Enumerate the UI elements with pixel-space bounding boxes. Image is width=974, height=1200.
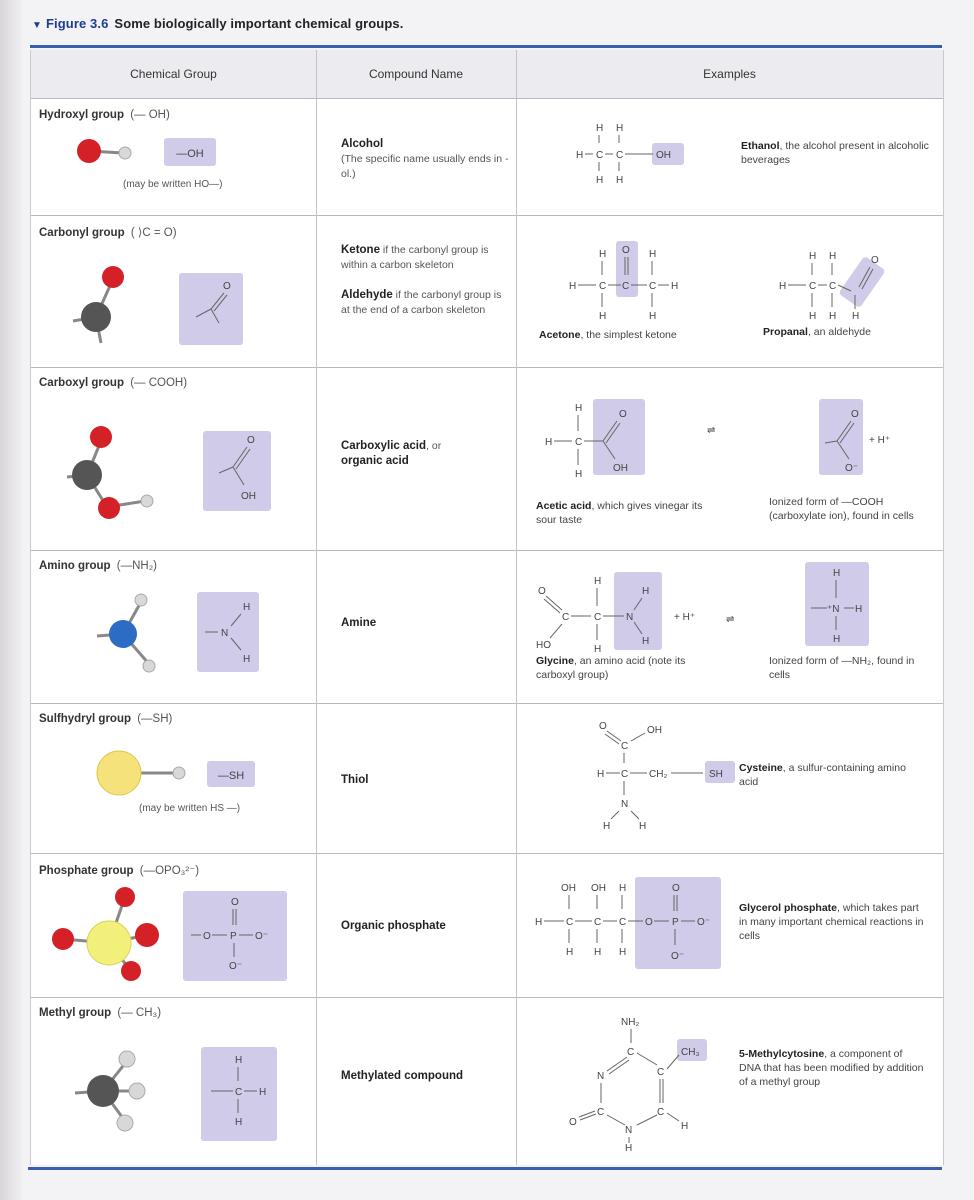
hydrogen-atom [119, 1051, 135, 1067]
column-divider [516, 550, 517, 703]
oxygen-atom [115, 887, 135, 907]
svg-text:O: O [619, 409, 627, 420]
svg-text:+ H⁺: + H⁺ [674, 612, 696, 623]
oxygen-atom [135, 923, 159, 947]
group-title: Amino group (—NH₂) [39, 560, 157, 572]
figure-title [32, 16, 403, 31]
table-row-methyl [31, 997, 943, 1165]
svg-text:O⁻: O⁻ [845, 463, 859, 474]
svg-text:H: H [649, 249, 657, 260]
carboxylate-structure [801, 393, 941, 493]
hydrogen-label: H [259, 1087, 267, 1098]
example-caption: Glycine, an amino acid (note its carboxyl group) [536, 655, 686, 681]
header-chemical-group: Chemical Group [130, 67, 217, 81]
svg-text:H: H [642, 586, 650, 597]
oxygen-label: O⁻ [255, 931, 269, 942]
svg-text:H: H [599, 311, 607, 322]
hydrogen-atom [119, 147, 131, 159]
oxygen-label: O [223, 281, 231, 292]
svg-text:H: H [619, 883, 627, 894]
group-title: Phosphate group (—OPO₃²⁻) [39, 865, 200, 877]
oxygen-atom [77, 139, 101, 163]
example-caption: 5-Methylcytosine, a component of DNA that has been modified by addition of a methyl group [739, 1048, 924, 1088]
svg-text:H: H [596, 175, 604, 186]
svg-text:O⁻: O⁻ [671, 951, 685, 962]
column-divider [316, 99, 317, 215]
svg-text:C: C [829, 281, 837, 292]
svg-text:C: C [597, 1107, 605, 1118]
glycerol-phosphate-structure [531, 875, 746, 975]
svg-text:C: C [594, 917, 602, 928]
svg-text:C: C [649, 281, 657, 292]
column-divider [316, 215, 317, 367]
svg-text:⇌: ⇌ [707, 425, 716, 436]
group-formula-icon: —SH [217, 770, 245, 782]
column-divider [316, 703, 317, 853]
svg-text:H: H [639, 821, 647, 832]
compound-name: Ketone if the carbonyl group is within a carbon skeleton Aldehyde if the carbonyl group is at the end of a carbon skeleton [341, 244, 502, 316]
ammonium-structure [799, 560, 919, 660]
figure-caption: Some biologically important chemical groups. [114, 16, 404, 31]
column-divider [516, 853, 517, 997]
svg-text:C: C [575, 437, 583, 448]
acetone-structure [561, 237, 711, 337]
svg-text:C: C [596, 150, 604, 161]
svg-text:O: O [538, 586, 546, 597]
svg-text:H: H [575, 403, 583, 414]
svg-text:H: H [616, 175, 624, 186]
column-divider [316, 50, 317, 98]
compound-name: Thiol [341, 774, 369, 786]
table-header [31, 50, 943, 99]
example-caption: Ethanol, the alcohol present in alcoholic beverages [741, 140, 929, 166]
svg-text:N: N [597, 1071, 605, 1082]
column-divider [516, 367, 517, 550]
carboxyl-ball-model [61, 411, 291, 521]
oxygen-label: O⁻ [229, 961, 243, 972]
svg-text:O: O [871, 255, 879, 266]
svg-text:N: N [626, 612, 634, 623]
svg-text:HO: HO [536, 640, 551, 651]
compound-name: Amine [341, 617, 377, 629]
svg-text:H: H [566, 947, 574, 958]
oxygen-atom [98, 497, 120, 519]
group-title: Sulfhydryl group (—SH) [39, 713, 173, 725]
column-divider [516, 50, 517, 98]
equilibrium-arrow [701, 407, 751, 447]
bottom-rule [28, 1167, 942, 1170]
sulfur-atom [97, 751, 141, 795]
table-row-carbonyl [31, 215, 943, 368]
group-title: Carboxyl group (— COOH) [39, 377, 188, 389]
svg-text:O: O [599, 721, 607, 732]
column-divider [516, 215, 517, 367]
table-row-carboxyl [31, 367, 943, 551]
svg-text:H: H [829, 251, 837, 262]
oxygen-label: O [203, 931, 211, 942]
svg-text:H: H [603, 821, 611, 832]
svg-text:C: C [657, 1067, 665, 1078]
svg-text:H: H [576, 150, 584, 161]
hydrogen-label: H [243, 602, 251, 613]
svg-text:P: P [672, 917, 679, 928]
svg-text:H: H [569, 281, 577, 292]
column-divider [316, 853, 317, 997]
ethanol-structure [576, 115, 746, 199]
acetic-acid-structure [541, 393, 681, 493]
methylcytosine-structure [561, 1013, 741, 1153]
svg-text:H: H [681, 1121, 689, 1132]
group-formula-icon: —OH [176, 148, 204, 160]
figure-label: Figure 3.6 [46, 16, 109, 31]
svg-text:O: O [672, 883, 680, 894]
oxygen-label: O [247, 435, 255, 446]
hydrogen-atom [117, 1115, 133, 1131]
cysteine-structure [591, 717, 751, 842]
svg-text:C: C [616, 150, 624, 161]
svg-text:H: H [594, 644, 602, 655]
amino-ball-model [61, 586, 271, 686]
nitrogen-atom [109, 620, 137, 648]
chemical-groups-table [30, 50, 944, 1165]
oxygen-atom [90, 426, 112, 448]
group-title: Methyl group (— CH₃) [39, 1007, 162, 1019]
svg-text:C: C [599, 281, 607, 292]
compound-name: Organic phosphate [341, 920, 446, 932]
svg-text:H: H [833, 634, 841, 645]
group-title: Carbonyl group ( ⟩C = O) [39, 227, 177, 239]
oxygen-atom [52, 928, 74, 950]
header-examples: Examples [703, 67, 756, 81]
svg-text:H: H [649, 311, 657, 322]
svg-text:H: H [619, 947, 627, 958]
svg-text:NH₂: NH₂ [621, 1017, 640, 1028]
phosphorus-label: P [230, 931, 237, 942]
svg-text:SH: SH [709, 769, 723, 780]
carbon-atom [81, 302, 111, 332]
column-divider [516, 703, 517, 853]
svg-text:C: C [657, 1107, 665, 1118]
hydrogen-atom [135, 594, 147, 606]
oxygen-atom [102, 266, 124, 288]
svg-text:H: H [616, 123, 624, 134]
svg-text:H: H [852, 311, 860, 322]
svg-text:C: C [594, 612, 602, 623]
svg-text:H: H [545, 437, 553, 448]
nitrogen-label: N [221, 628, 229, 639]
hydroxyl-label: OH [241, 491, 256, 502]
oxygen-label: O [231, 897, 239, 908]
hydrogen-atom [173, 767, 185, 779]
example-caption: Glycerol phosphate, which takes part in many important chemical reactions in cells [739, 902, 924, 942]
compound-name: Methylated compound [341, 1070, 464, 1082]
column-divider [316, 367, 317, 550]
svg-text:C: C [622, 281, 630, 292]
group-note: (may be written HO—) [123, 179, 223, 190]
svg-text:C: C [566, 917, 574, 928]
glycine-structure [536, 568, 766, 668]
triangle-icon: ▼ [32, 20, 42, 31]
carbonyl-ball-model [61, 259, 261, 349]
svg-text:H: H [596, 123, 604, 134]
svg-text:H: H [829, 311, 837, 322]
svg-text:C: C [562, 612, 570, 623]
example-caption: Ionized form of —COOH (carboxylate ion), found in cells [769, 496, 914, 522]
hydrogen-label: H [235, 1117, 243, 1128]
svg-text:C: C [627, 1047, 635, 1058]
page-edge [0, 0, 22, 1200]
svg-text:O⁻: O⁻ [697, 917, 711, 928]
carbon-label: C [235, 1087, 243, 1098]
svg-text:H: H [594, 576, 602, 587]
example-caption: Cysteine, a sulfur-containing amino acid [739, 762, 906, 788]
svg-text:C: C [621, 741, 629, 752]
example-caption: Ionized form of —NH₂, found in cells [769, 655, 915, 681]
column-divider [316, 550, 317, 703]
svg-text:H: H [575, 469, 583, 480]
column-divider [316, 997, 317, 1165]
hydrogen-atom [129, 1083, 145, 1099]
svg-text:H: H [855, 604, 863, 615]
table-row-phosphate [31, 853, 943, 998]
svg-text:H: H [625, 1143, 633, 1153]
svg-text:H: H [642, 636, 650, 647]
svg-text:H: H [809, 311, 817, 322]
example-caption: Propanal, an aldehyde [763, 326, 871, 338]
svg-text:H: H [779, 281, 787, 292]
svg-text:CH₃: CH₃ [681, 1047, 700, 1058]
compound-name: Carboxylic acid, or organic acid [341, 440, 442, 467]
svg-text:OH: OH [591, 883, 606, 894]
svg-text:N: N [621, 799, 629, 810]
svg-text:O: O [851, 409, 859, 420]
oxygen-atom [121, 961, 141, 981]
table-row-sulfhydryl [31, 703, 943, 854]
group-title: Hydroxyl group (— OH) [39, 109, 170, 121]
svg-text:O: O [569, 1117, 577, 1128]
svg-text:H: H [671, 281, 679, 292]
svg-text:H: H [594, 947, 602, 958]
example-caption: Acetone, the simplest ketone [539, 329, 677, 341]
hydrogen-atom [143, 660, 155, 672]
column-divider [516, 99, 517, 215]
carbon-atom [87, 1075, 119, 1107]
header-compound-name: Compound Name [368, 67, 464, 81]
hydroxyl-ball-model [61, 129, 271, 179]
svg-text:+ H⁺: + H⁺ [869, 435, 891, 446]
svg-text:C: C [619, 917, 627, 928]
column-divider [516, 997, 517, 1165]
svg-text:CH₂: CH₂ [649, 769, 668, 780]
svg-text:C: C [809, 281, 817, 292]
svg-text:OH: OH [561, 883, 576, 894]
hydrogen-atom [141, 495, 153, 507]
example-caption: Acetic acid, which gives vinegar its sour taste [536, 500, 703, 526]
svg-text:C: C [621, 769, 629, 780]
svg-text:OH: OH [656, 150, 671, 161]
svg-text:H: H [597, 769, 605, 780]
group-note: (may be written HS —) [139, 803, 241, 814]
phosphorus-atom [87, 921, 131, 965]
table-row-hydroxyl [31, 99, 943, 216]
hydrogen-label: H [235, 1055, 243, 1066]
svg-text:N: N [625, 1125, 633, 1136]
svg-text:H: H [809, 251, 817, 262]
svg-text:H: H [599, 249, 607, 260]
top-rule [30, 45, 942, 48]
svg-text:OH: OH [613, 463, 628, 474]
svg-text:O: O [622, 245, 630, 256]
methyl-ball-model [51, 1037, 281, 1147]
svg-text:⇌: ⇌ [726, 614, 735, 625]
svg-text:O: O [645, 917, 653, 928]
svg-text:OH: OH [647, 725, 662, 736]
svg-text:H: H [535, 917, 543, 928]
compound-name: Alcohol (The specific name usually ends in -ol.) [341, 138, 509, 180]
propanal-structure [771, 237, 911, 337]
table-row-amino [31, 550, 943, 704]
carbon-atom [72, 460, 102, 490]
svg-text:⁺N: ⁺N [827, 604, 840, 615]
hydrogen-label: H [243, 654, 251, 665]
svg-text:H: H [833, 568, 841, 579]
phosphate-ball-model [41, 883, 311, 993]
